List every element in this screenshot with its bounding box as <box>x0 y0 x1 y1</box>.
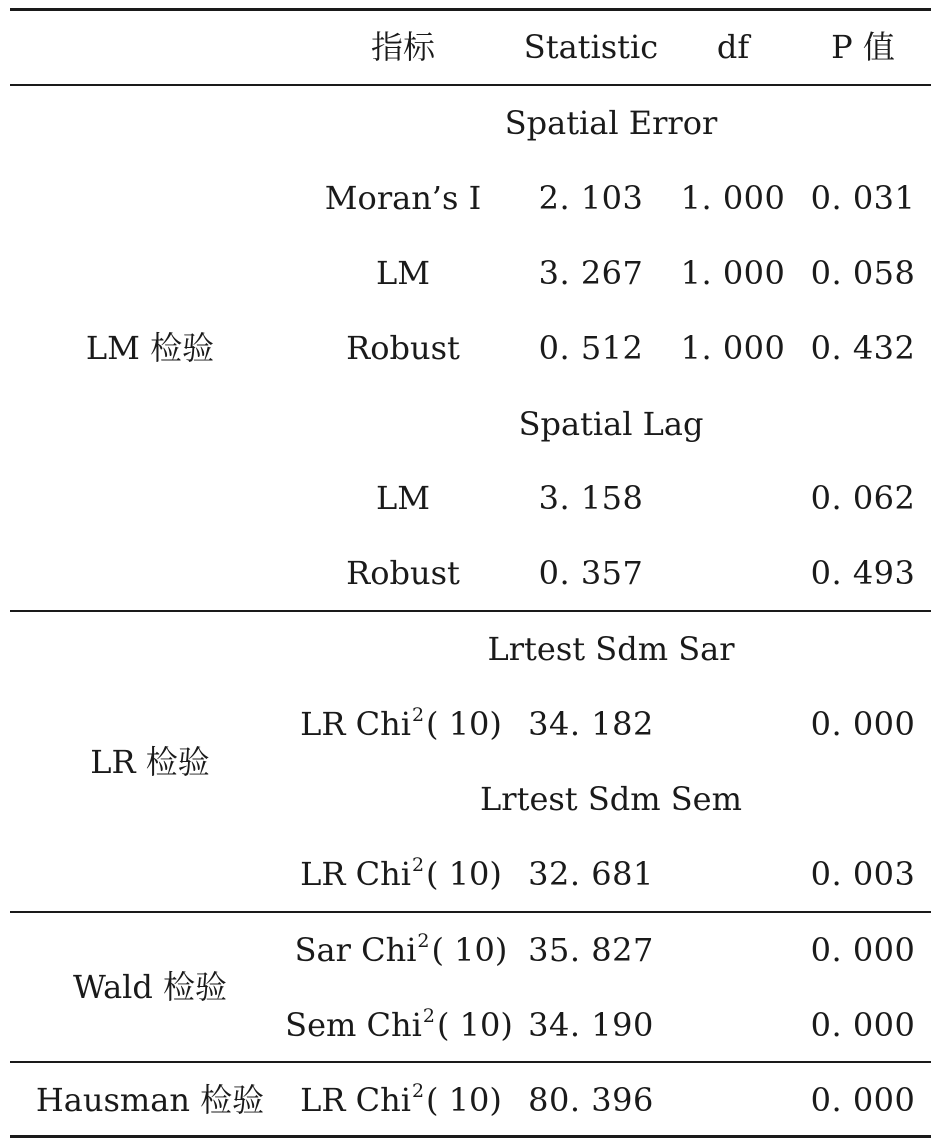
row-statistic: 3. 158 <box>538 479 644 517</box>
lr-wald-divider <box>10 911 931 913</box>
row-statistic: 2. 103 <box>538 179 644 217</box>
section-spatial-error: Spatial Error <box>504 104 718 142</box>
row-indicator: Robust <box>346 554 460 592</box>
indicator-base: LR Chi <box>300 705 411 743</box>
indicator-superscript: 2 <box>411 1080 425 1102</box>
indicator-superscript: 2 <box>411 704 425 726</box>
group-label-hausman: Hausman 检验 <box>35 1081 265 1119</box>
row-statistic: 80. 396 <box>528 1081 654 1119</box>
row-indicator <box>300 1080 502 1119</box>
indicator-suffix: ( 10) <box>436 1006 513 1044</box>
row-p-value: 0. 000 <box>810 705 916 743</box>
top-rule <box>10 8 931 11</box>
section-lrtest-sar: Lrtest Sdm Sar <box>487 630 735 668</box>
row-indicator <box>294 930 508 969</box>
row-df: 1. 000 <box>680 254 786 292</box>
lm-lr-divider <box>10 610 931 612</box>
row-df: 1. 000 <box>680 329 786 367</box>
row-indicator: LM <box>375 479 431 517</box>
row-p-value: 0. 000 <box>810 931 916 969</box>
bottom-rule <box>10 1135 931 1138</box>
row-indicator: Moran’s I <box>324 179 482 217</box>
row-statistic: 35. 827 <box>528 931 654 969</box>
header-df: df <box>716 28 750 66</box>
section-spatial-lag: Spatial Lag <box>518 405 704 443</box>
row-df: 1. 000 <box>680 179 786 217</box>
row-statistic: 34. 182 <box>528 705 654 743</box>
indicator-base: LR Chi <box>300 1081 411 1119</box>
indicator-superscript: 2 <box>422 1005 435 1027</box>
row-indicator <box>285 1005 513 1044</box>
row-p-value: 0. 000 <box>810 1006 916 1044</box>
section-lrtest-sem: Lrtest Sdm Sem <box>480 780 742 818</box>
row-p-value: 0. 062 <box>810 479 916 517</box>
row-indicator: LM <box>375 254 431 292</box>
wald-hausman-divider <box>10 1061 931 1063</box>
row-p-value: 0. 058 <box>810 254 916 292</box>
row-p-value: 0. 000 <box>810 1081 916 1119</box>
row-indicator: Robust <box>346 329 460 367</box>
row-indicator <box>300 854 502 893</box>
row-statistic: 32. 681 <box>528 855 654 893</box>
row-statistic: 0. 512 <box>538 329 644 367</box>
indicator-suffix: ( 10) <box>426 855 502 893</box>
indicator-base: Sem Chi <box>285 1006 422 1044</box>
header-indicator: 指标 <box>370 28 436 66</box>
group-label-wald: Wald 检验 <box>72 968 228 1006</box>
row-p-value: 0. 432 <box>810 329 916 367</box>
row-p-value: 0. 003 <box>810 855 916 893</box>
indicator-superscript: 2 <box>411 854 425 876</box>
indicator-base: Sar Chi <box>294 931 417 969</box>
indicator-suffix: ( 10) <box>426 1081 502 1119</box>
row-p-value: 0. 493 <box>810 554 916 592</box>
indicator-suffix: ( 10) <box>426 705 502 743</box>
header-rule <box>10 84 931 86</box>
group-label-lr: LR 检验 <box>90 743 210 781</box>
header-statistic: Statistic <box>523 28 659 66</box>
indicator-superscript: 2 <box>417 930 430 952</box>
row-statistic: 0. 357 <box>538 554 644 592</box>
indicator-base: LR Chi <box>300 855 411 893</box>
row-statistic: 3. 267 <box>538 254 644 292</box>
group-label-lm: LM 检验 <box>85 329 215 367</box>
row-indicator <box>300 704 502 743</box>
row-p-value: 0. 031 <box>810 179 916 217</box>
row-statistic: 34. 190 <box>528 1006 654 1044</box>
indicator-suffix: ( 10) <box>431 931 508 969</box>
header-p-value: P 值 <box>831 28 895 66</box>
